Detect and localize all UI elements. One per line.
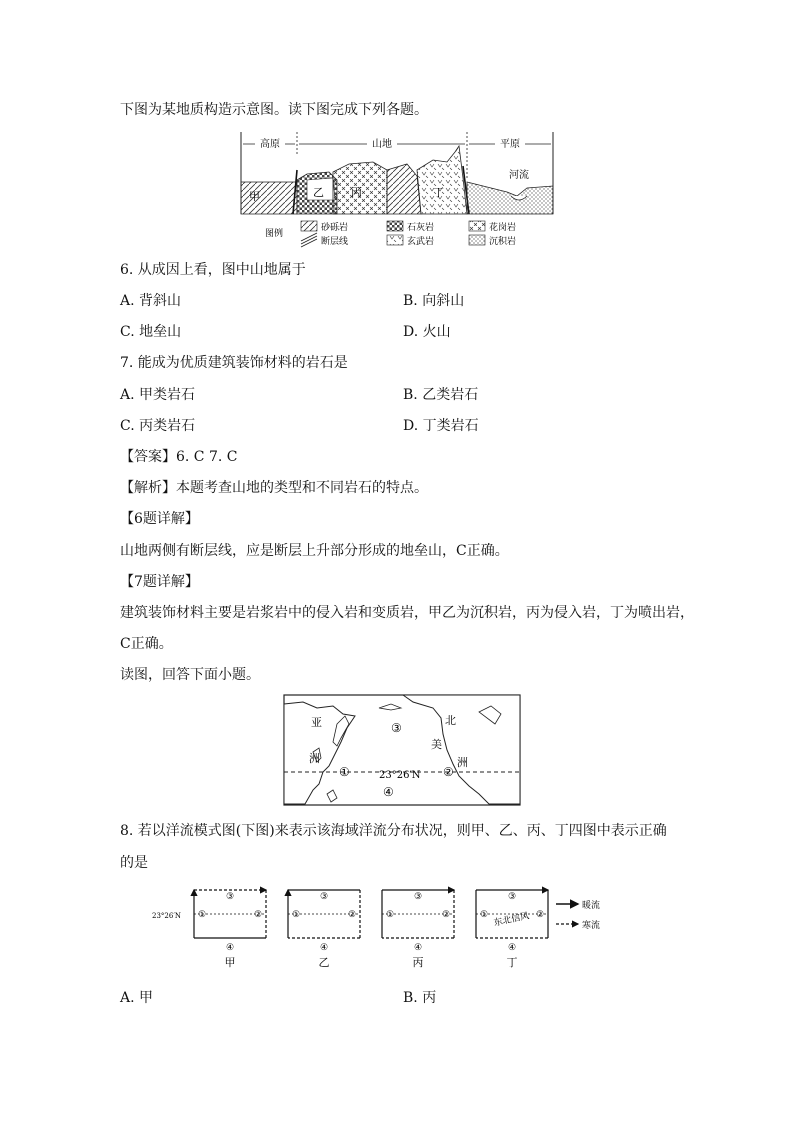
map-label-zhou-america: 洲 [457,756,468,769]
legend-granite: 花岗岩 [489,223,517,233]
q8-stem-line-2: 的是 [120,855,148,871]
q7-detail-text-1: 建筑装饰材料主要是岩浆岩中的侵入岩和变质岩，甲乙为沉积岩，丙为侵入岩，丁为喷出岩， [120,605,694,621]
q6-stem: 6. 从成因上看，图中山地属于 [120,262,306,278]
q8-option-b: B. 丙 [403,990,437,1006]
pattern-label-yi: 乙 [318,956,330,969]
q6-detail-title: 【6题详解】 [120,511,199,527]
block-label-yi: 乙 [313,186,324,199]
pattern-panel-bing [382,890,454,969]
pattern-legend-cold: 寒流 [582,921,600,931]
pattern-marker-2: ② [535,910,545,920]
pattern-marker-2: ② [253,910,263,920]
pattern-marker-4: ④ [507,943,517,953]
pacific-map-figure [283,694,521,806]
q7-stem: 7. 能成为优质建筑装饰材料的岩石是 [120,355,348,371]
map-marker-4: ④ [383,785,394,799]
pattern-marker-1: ① [291,910,301,920]
pattern-legend-warm: 暖流 [582,901,600,911]
q7-option-c: C. 丙类岩石 [120,418,196,434]
pattern-marker-2: ② [441,910,451,920]
pattern-marker-3: ③ [225,892,235,902]
answer-line: 【答案】6. C 7. C [120,449,238,465]
map-latitude-label: 23°26′N [379,770,421,781]
q7-option-a: A. 甲类岩石 [120,387,196,403]
geologic-section-figure [237,130,567,248]
intro-text: 下图为某地质构造示意图。读下图完成下列各题。 [120,102,428,118]
pattern-marker-2: ② [347,910,357,920]
q6-detail-text: 山地两侧有断层线，应是断层上升部分形成的地垒山，C正确。 [120,543,509,559]
legend-limestone: 石灰岩 [407,223,435,233]
pattern-marker-1: ① [385,910,395,920]
pattern-panel-jia [194,890,266,969]
legend-fault: 断层线 [321,237,349,247]
pattern-panel-ding [476,890,548,969]
legend-title: 图例 [265,229,284,239]
pattern-marker-3: ③ [507,892,517,902]
pattern-marker-4: ④ [413,943,423,953]
pattern-marker-3: ③ [319,892,329,902]
map-label-ya: 亚 [311,716,322,729]
q8-stem-line-1: 8. 若以洋流模式图(下图)来表示该海域洋流分布状况，则甲、乙、丙、丁四图中表示正确 [120,823,667,839]
map-marker-2: ② [443,765,454,779]
read-prompt: 读图，回答下面小题。 [120,667,260,683]
pattern-marker-4: ④ [225,943,235,953]
region-label-plain: 平原 [500,139,520,150]
pattern-marker-3: ③ [413,892,423,902]
legend-basalt: 玄武岩 [407,237,435,247]
pattern-latitude-label: 23°26′N [152,912,182,920]
map-label-mei: 美 [431,738,442,751]
block-label-jia: 甲 [249,190,260,203]
map-label-zhou-asia: 洲 [309,752,320,765]
region-label-mountain: 山地 [372,139,392,150]
q6-option-d: D. 火山 [403,324,451,340]
pattern-panel-yi [288,890,360,969]
q6-option-c: C. 地垒山 [120,324,182,340]
q7-option-d: D. 丁类岩石 [403,418,479,434]
q8-option-a: A. 甲 [120,990,154,1006]
q6-option-a: A. 背斜山 [120,293,182,309]
block-label-bing: 丙 [351,186,362,199]
pattern-label-ding: 丁 [506,956,518,969]
river-label: 河流 [509,170,529,181]
region-label-plateau: 高原 [260,139,280,150]
legend-sedimentary: 沉积岩 [489,237,517,247]
pattern-marker-1: ① [479,910,489,920]
q7-option-b: B. 乙类岩石 [403,387,479,403]
current-pattern-figure [150,884,600,974]
map-marker-1: ① [339,765,350,779]
map-marker-3: ③ [391,721,402,735]
block-label-ding: 丁 [433,186,444,199]
q7-detail-title: 【7题详解】 [120,574,199,590]
q7-detail-text-2: C正确。 [120,636,173,652]
pattern-label-bing: 丙 [412,956,424,969]
pattern-marker-4: ④ [319,943,329,953]
analysis-line: 【解析】本题考查山地的类型和不同岩石的特点。 [120,480,428,496]
pattern-inner-text: 东北信风 [492,911,531,929]
map-label-bei: 北 [445,714,456,727]
legend-sandstone: 砂砾岩 [321,223,349,233]
pattern-label-jia: 甲 [224,956,236,969]
q6-option-b: B. 向斜山 [403,293,465,309]
pattern-marker-1: ① [197,910,207,920]
